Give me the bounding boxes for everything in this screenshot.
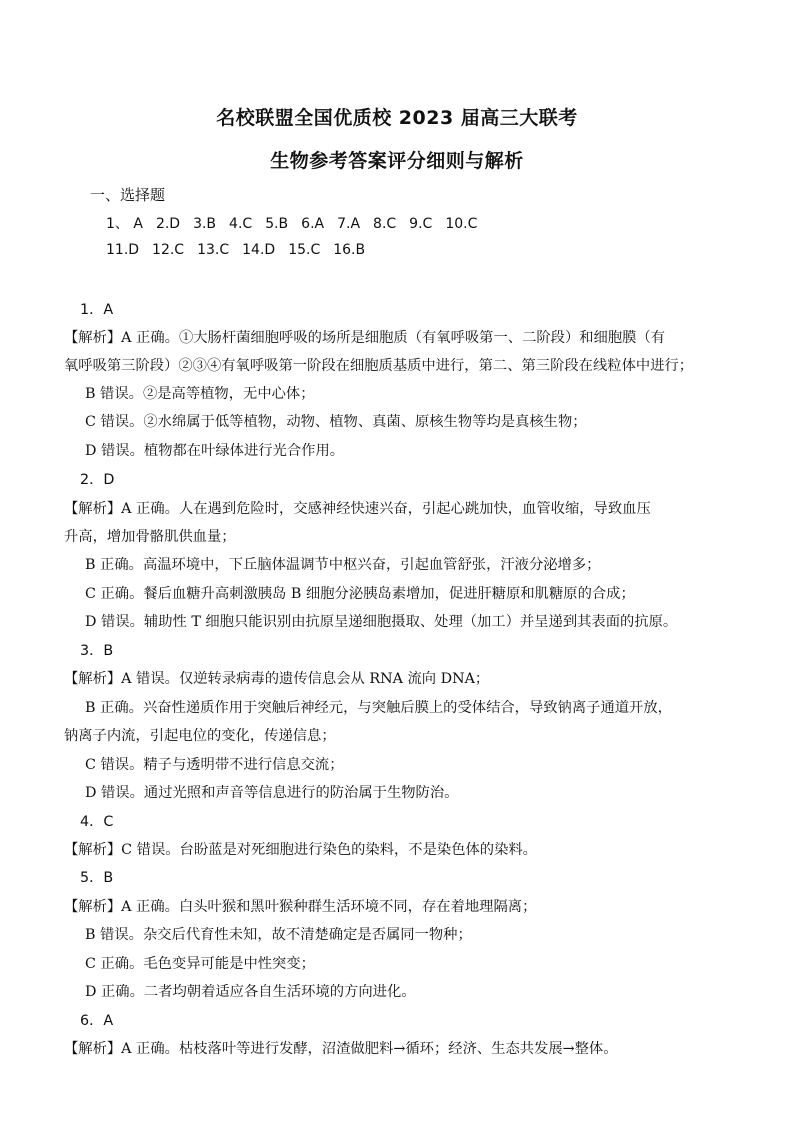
analysis-line: C 错误。精子与透明带不进行信息交流； [85, 757, 344, 773]
analysis-line: D 错误。辅助性 T 细胞只能识别由抗原呈递细胞摄取、处理（加工）并呈递到其表面的抗原。 [85, 614, 678, 630]
question-6-analysis: 【解析】A 正确。枯枝落叶等进行发酵，沼渣做肥料→循环；经济、生态共发展→整体。 [64, 1041, 618, 1057]
analysis-line: B 正确。高温环境中，下丘脑体温调节中枢兴奋，引起血管舒张，汗液分泌增多； [85, 557, 601, 573]
analysis-line: C 错误。②水绵属于低等植物，动物、植物、真菌、原核生物等均是真核生物； [85, 414, 587, 430]
section-heading: 一、选择题 [90, 186, 166, 204]
answer-item: 5.B [265, 216, 289, 232]
question-6-number: 6．A [80, 1013, 114, 1029]
answer-item: 4.C [229, 216, 253, 232]
question-5-analysis: 【解析】A 正确。白头叶猴和黑叶猴种群生活环境不同，存在着地理隔离； [64, 899, 537, 915]
question-1-analysis: 【解析】A 正确。①大肠杆菌细胞呼吸的场所是细胞质（有氧呼吸第一、二阶段）和细胞膜（有 [64, 330, 666, 346]
answer-item: 3.B [193, 216, 217, 232]
document-subtitle: 生物参考答案评分细则与解析 [270, 150, 524, 172]
answer-item: 8.C [373, 216, 397, 232]
analysis-line: B 错误。②是高等植物，无中心体； [85, 386, 315, 402]
analysis-line: 升高，增加骨骼肌供血量； [64, 529, 236, 545]
analysis-line: D 错误。植物都在叶绿体进行光合作用。 [85, 443, 345, 459]
answer-key-row-2 [106, 242, 378, 258]
question-4-number: 4．C [80, 814, 114, 830]
answer-item: 15.C [288, 242, 321, 258]
question-1-number: 1．A [80, 302, 114, 318]
answer-item: 13.C [197, 242, 230, 258]
answer-item: 12.C [152, 242, 185, 258]
question-2-analysis: 【解析】A 正确。人在遇到危险时，交感神经快速兴奋，引起心跳加快，血管收缩，导致血压 [64, 501, 651, 517]
question-3-analysis: 【解析】A 错误。仅逆转录病毒的遗传信息会从 RNA 流向 DNA； [64, 671, 490, 687]
analysis-line: D 正确。二者均朝着适应各自生活环境的方向进化。 [85, 984, 416, 1000]
answer-item: 11.D [106, 242, 140, 258]
question-4-analysis: 【解析】C 错误。台盼蓝是对死细胞进行染色的染料，不是染色体的染料。 [64, 842, 537, 858]
question-5-number: 5．B [80, 870, 114, 886]
answer-item: 9.C [409, 216, 433, 232]
analysis-line: C 正确。餐后血糖升高刺激胰岛 B 细胞分泌胰岛素增加，促进肝糖原和肌糖原的合成； [85, 586, 635, 602]
answer-item: 7.A [337, 216, 361, 232]
analysis-line: B 正确。兴奋性递质作用于突触后神经元，与突触后膜上的受体结合，导致钠离子通道开放， [85, 700, 672, 716]
question-3-number: 3．B [80, 643, 114, 659]
answer-item: 14.D [242, 242, 276, 258]
analysis-line: 钠离子内流，引起电位的变化，传递信息； [64, 728, 336, 744]
question-2-number: 2．D [80, 472, 115, 488]
analysis-line: C 正确。毛色变异可能是中性突变； [85, 956, 315, 972]
analysis-line: D 错误。通过光照和声音等信息进行的防治属于生物防治。 [85, 785, 459, 801]
answer-item: 2.D [155, 216, 181, 232]
answer-item: 10.C [445, 216, 478, 232]
analysis-line: 氧呼吸第三阶段）②③④有氧呼吸第一阶段在细胞质基质中进行，第二、第三阶段在线粒体中进行； [64, 358, 694, 374]
document-title: 名校联盟全国优质校 2023 届高三大联考 [216, 107, 578, 129]
answer-item: 6.A [301, 216, 325, 232]
answer-item: 1、 A [106, 216, 143, 232]
answer-key-row-1 [106, 213, 490, 233]
analysis-line: B 错误。杂交后代育性未知，故不清楚确定是否属同一物种； [85, 927, 472, 943]
answer-item: 16.B [333, 242, 366, 258]
